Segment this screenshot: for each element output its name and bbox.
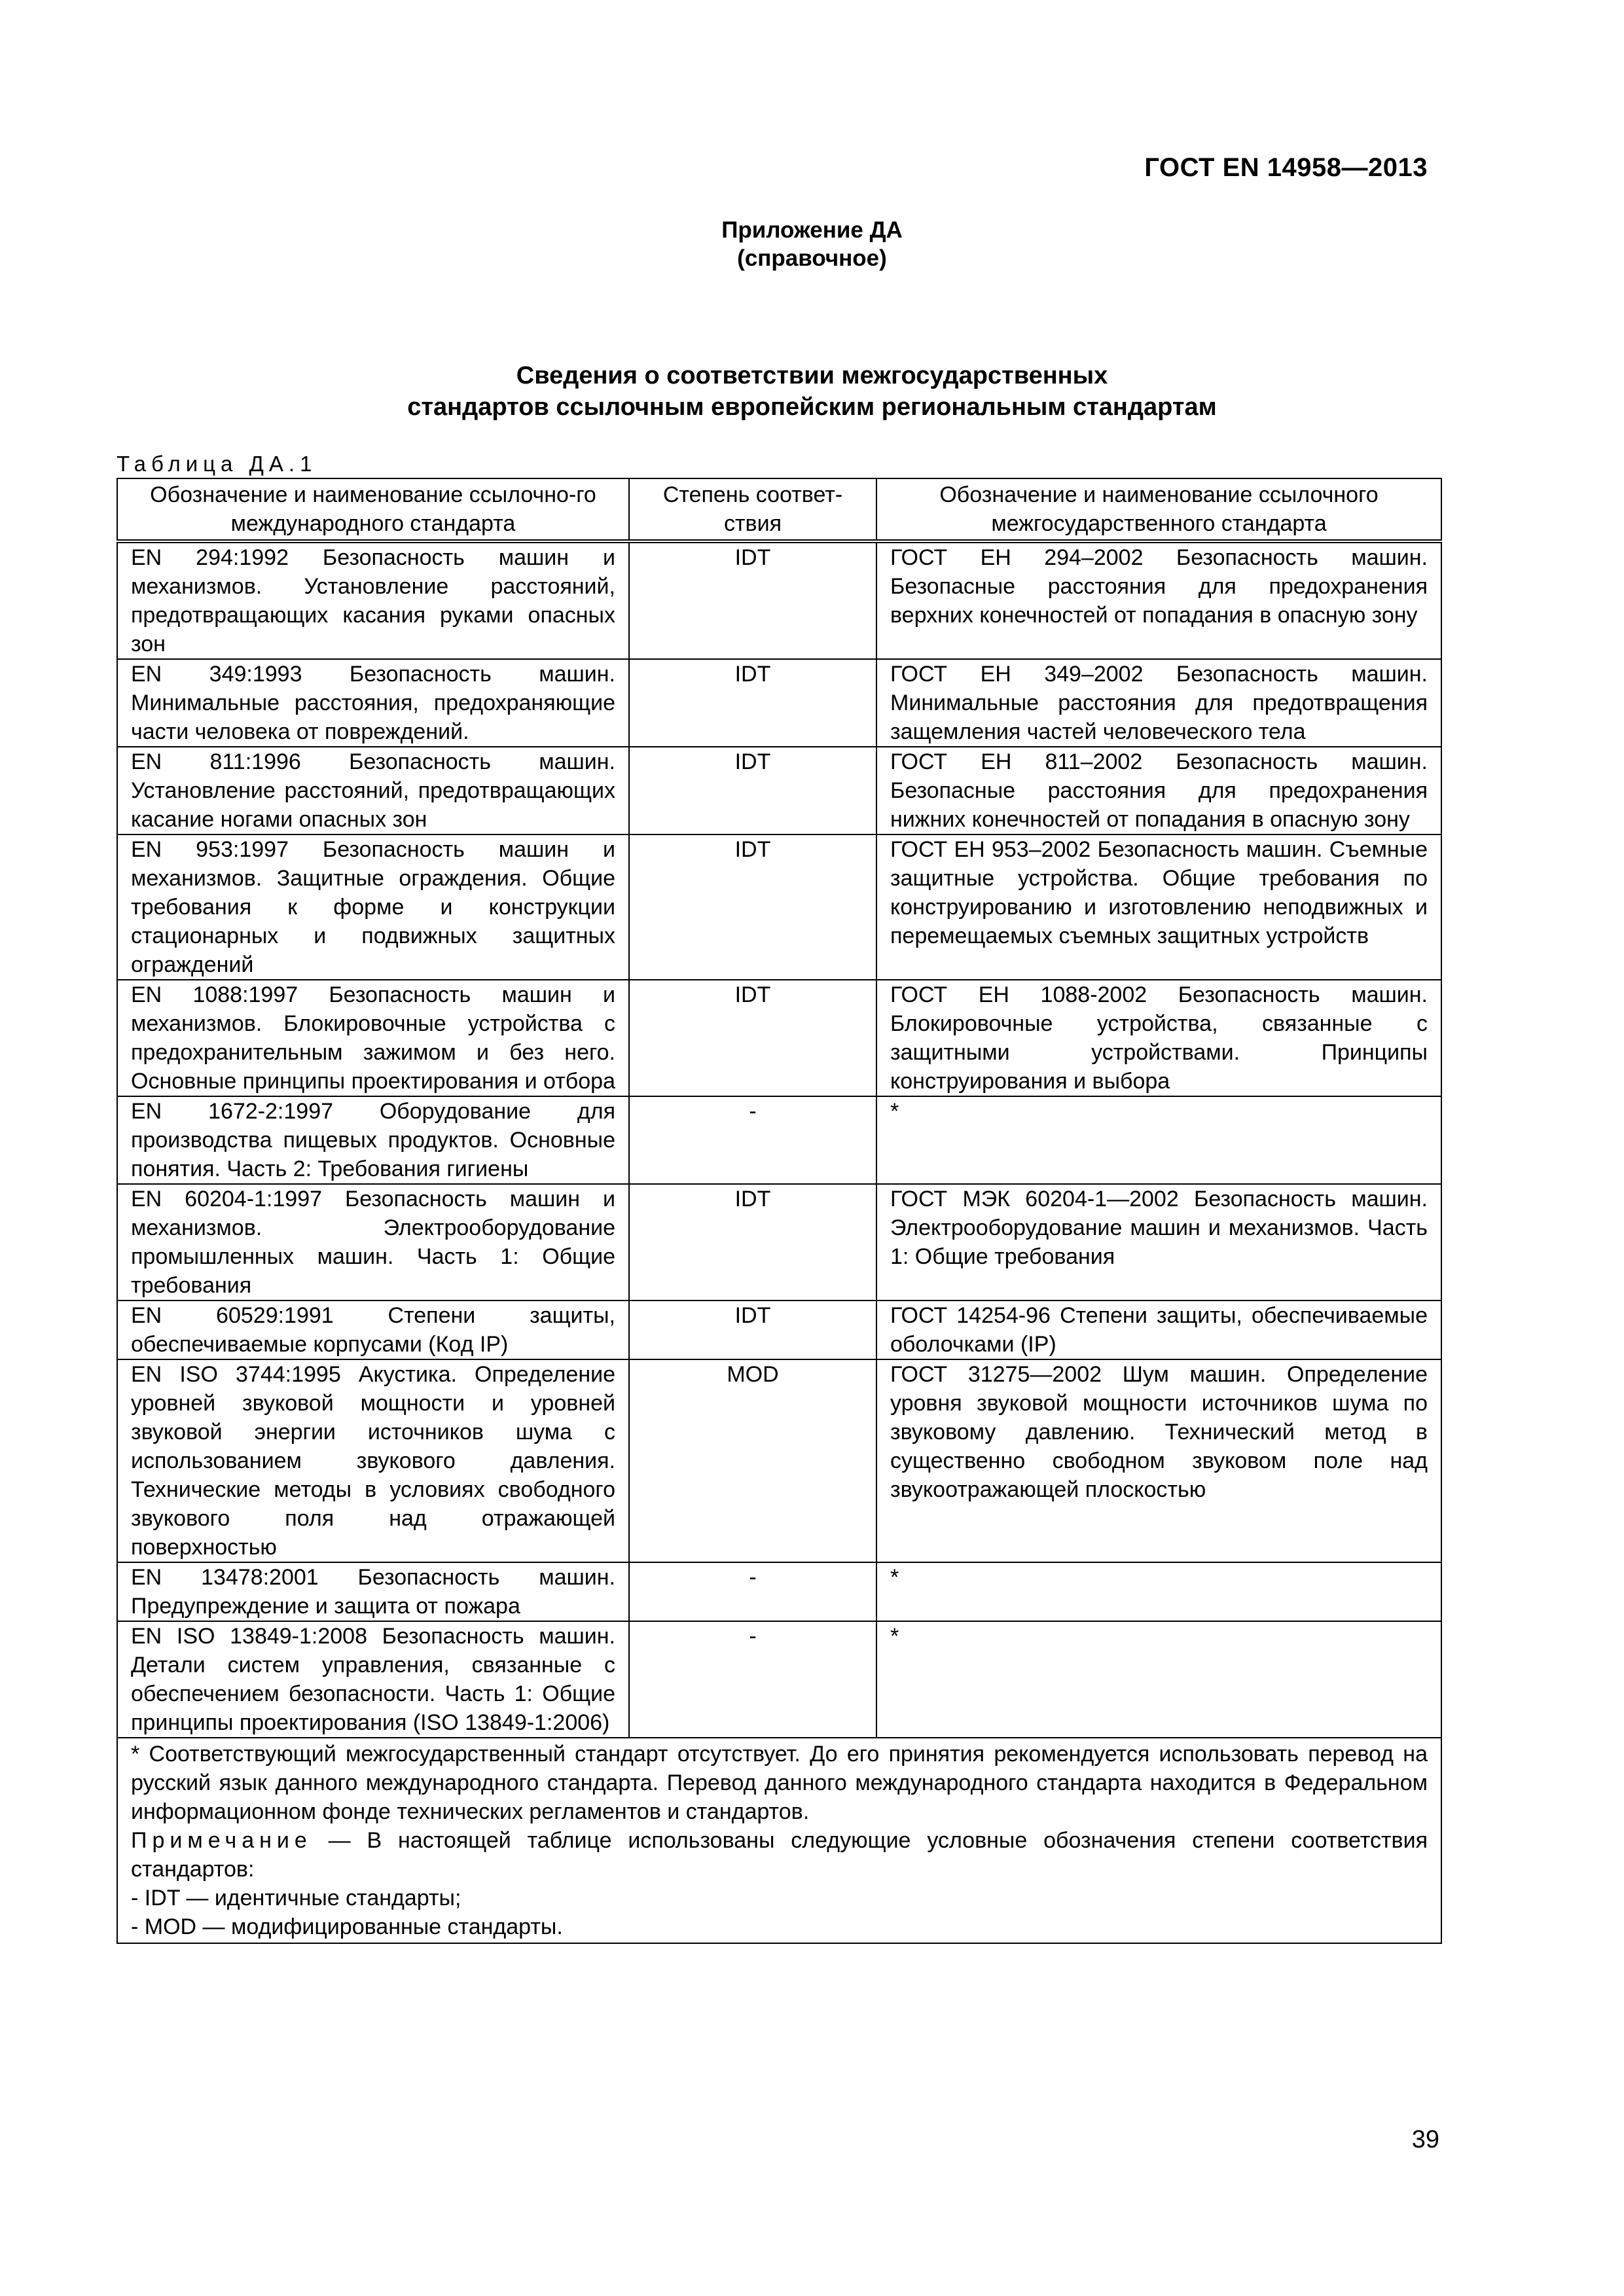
interstate-standard-cell: ГОСТ ЕН 294–2002 Безопасность машин. Безопасные расстояния для предохранения верхних конечностей от попадания в опасную зону <box>876 541 1441 659</box>
table-row <box>117 541 1441 659</box>
table-footnote <box>117 1738 1441 1943</box>
legend-mod: - MOD — модифицированные стандарты. <box>131 1914 563 1939</box>
interstate-standard-cell: ГОСТ ЕН 953–2002 Безопасность машин. Съемные защитные устройства. Общие требования по конструированию и изготовлению неподвижных и перемещаемых съемных защитных устройств <box>876 834 1441 980</box>
degree-cell: IDT <box>629 747 876 834</box>
interstate-standard-cell: ГОСТ ЕН 811–2002 Безопасность машин. Безопасные расстояния для предохранения нижних конечностей от попадания в опасную зону <box>876 747 1441 834</box>
table-header-row <box>117 478 1441 541</box>
interstate-standard-cell: * <box>876 1096 1441 1184</box>
reference-standard-cell: EN 294:1992 Безопасность машин и механизмов. Установление расстояний, предотвращающих касания руками опасных зон <box>117 541 629 659</box>
appendix-type: (справочное) <box>737 245 887 271</box>
table-row <box>117 980 1441 1096</box>
reference-standard-cell: EN 953:1997 Безопасность машин и механизмов. Защитные ограждения. Общие требования к форме и конструкции стационарных и подвижных защитных ограждений <box>117 834 629 980</box>
note-label: Примечание <box>131 1828 312 1853</box>
reference-standard-cell: EN ISO 13849-1:2008 Безопасность машин. Детали систем управления, связанные с обеспечением безопасности. Часть 1: Общие принципы проектирования (ISO 13849-1:2006) <box>117 1621 629 1738</box>
table-note <box>131 1826 1428 1884</box>
note-text: — В настоящей таблице использованы следующие условные обозначения степени соответствия стандартов: <box>131 1828 1428 1882</box>
degree-cell: IDT <box>629 980 876 1096</box>
degree-cell: - <box>629 1621 876 1738</box>
table-row <box>117 1300 1441 1359</box>
reference-standard-cell: EN ISO 3744:1995 Акустика. Определение уровней звуковой мощности и уровней звуковой энергии источников шума с использованием звукового давления. Технические методы в условиях свободного звукового поля над отражающей поверхностью <box>117 1359 629 1562</box>
interstate-standard-cell: * <box>876 1621 1441 1738</box>
standards-correspondence-table <box>117 478 1442 1944</box>
degree-cell: IDT <box>629 1184 876 1300</box>
reference-standard-cell: EN 1088:1997 Безопасность машин и механизмов. Блокировочные устройства с предохранительным зажимом и без него. Основные принципы проектирования и отбора <box>117 980 629 1096</box>
table-row <box>117 1359 1441 1562</box>
degree-cell: - <box>629 1562 876 1621</box>
document-id: ГОСТ EN 14958—2013 <box>1144 153 1428 182</box>
table-label: Таблица ДА.1 <box>117 452 317 476</box>
reference-standard-cell: EN 13478:2001 Безопасность машин. Предупреждение и защита от пожара <box>117 1562 629 1621</box>
page-number: 39 <box>1411 2126 1439 2153</box>
degree-cell: IDT <box>629 659 876 747</box>
table-row <box>117 1621 1441 1738</box>
reference-standard-cell: EN 811:1996 Безопасность машин. Установление расстояний, предотвращающих касание ногами опасных зон <box>117 747 629 834</box>
appendix-heading <box>0 216 1624 272</box>
section-title-line-2: стандартов ссылочным европейским региональным стандартам <box>407 393 1217 421</box>
table-footnote-row <box>117 1738 1441 1943</box>
degree-cell: MOD <box>629 1359 876 1562</box>
header-interstate-standard: Обозначение и наименование ссылочного межгосударственного стандарта <box>876 478 1441 541</box>
reference-standard-cell: EN 349:1993 Безопасность машин. Минимальные расстояния, предохраняющие части человека от повреждений. <box>117 659 629 747</box>
reference-standard-cell: EN 1672-2:1997 Оборудование для производства пищевых продуктов. Основные понятия. Часть 2: Требования гигиены <box>117 1096 629 1184</box>
table-row <box>117 1096 1441 1184</box>
header-degree-of-correspondence: Степень соответ-ствия <box>629 478 876 541</box>
reference-standard-cell: EN 60529:1991 Степени защиты, обеспечиваемые корпусами (Код IP) <box>117 1300 629 1359</box>
table-row <box>117 1562 1441 1621</box>
interstate-standard-cell: * <box>876 1562 1441 1621</box>
interstate-standard-cell: ГОСТ ЕН 349–2002 Безопасность машин. Минимальные расстояния для предотвращения защемления частей человеческого тела <box>876 659 1441 747</box>
interstate-standard-cell: ГОСТ МЭК 60204-1—2002 Безопасность машин. Электрооборудование машин и механизмов. Часть 1: Общие требования <box>876 1184 1441 1300</box>
table-row <box>117 659 1441 747</box>
interstate-standard-cell: ГОСТ ЕН 1088-2002 Безопасность машин. Блокировочные устройства, связанные с защитными устройствами. Принципы конструирования и выбора <box>876 980 1441 1096</box>
section-title <box>0 360 1624 423</box>
degree-cell: - <box>629 1096 876 1184</box>
section-title-line-1: Сведения о соответствии межгосударственных <box>516 362 1108 389</box>
degree-cell: IDT <box>629 1300 876 1359</box>
table-row <box>117 747 1441 834</box>
appendix-title: Приложение ДА <box>721 217 903 243</box>
degree-cell: IDT <box>629 541 876 659</box>
interstate-standard-cell: ГОСТ 14254-96 Степени защиты, обеспечиваемые оболочками (IP) <box>876 1300 1441 1359</box>
interstate-standard-cell: ГОСТ 31275—2002 Шум машин. Определение уровня звуковой мощности источников шума по звуковому давлению. Технический метод в существенно свободном звуковом поле над звукоотражающей плоскостью <box>876 1359 1441 1562</box>
asterisk-footnote: * Соответствующий межгосударственный стандарт отсутствует. До его принятия рекомендуется использовать перевод на русский язык данного международного стандарта. Перевод данного международного стандарта находится в Федеральном информационном фонде технических регламентов и стандартов. <box>131 1742 1428 1824</box>
legend-idt: - IDT — идентичные стандарты; <box>131 1886 461 1910</box>
reference-standard-cell: EN 60204-1:1997 Безопасность машин и механизмов. Электрооборудование промышленных машин. Часть 1: Общие требования <box>117 1184 629 1300</box>
table-row <box>117 1184 1441 1300</box>
header-international-standard: Обозначение и наименование ссылочно-го международного стандарта <box>117 478 629 541</box>
table-row <box>117 834 1441 980</box>
degree-cell: IDT <box>629 834 876 980</box>
